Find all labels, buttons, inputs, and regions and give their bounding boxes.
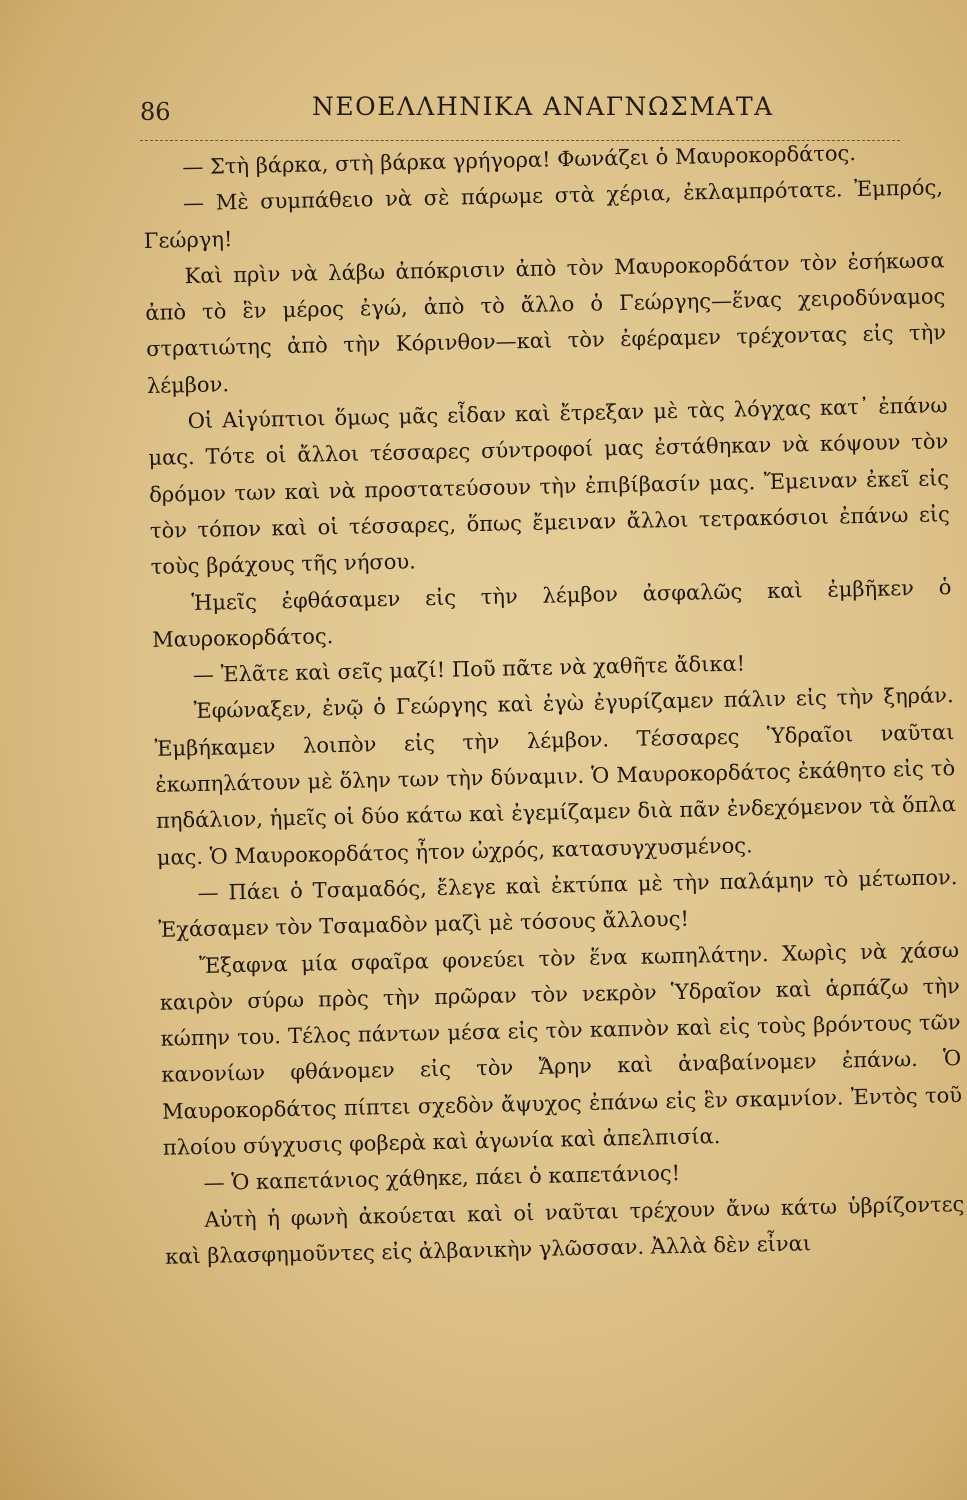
paragraph-10: — Ὁ καπετάνιος χάθηκε, πάει ὁ καπετάνιος! [203, 1161, 681, 1196]
paragraph-7: Ἐφώναξεν, ἐνῷ ὁ Γεώργης καὶ ἐγὼ ἐγυρίζαμεν πάλιν εἰς τὴν ξηράν. Ἐμβήκαμεν λοιπὸν εἰς τὴν λέμβον. Τέσσαρες Ὑδραῖοι ναῦται ἐκωπηλάτουν μὲ ὅλην των τὴν δύναμιν. Ὁ Μαυροκορδάτος ἐκάθητο εἰς τὸ πηδάλιον, ἡμεῖς οἱ δύο κάτω καὶ ἐγεμίζαμεν διὰ πᾶν ἐνδεχόμενον τὰ ὅπλα μας. Ὁ Μαυροκορδάτος ἦτον ὠχρός, κατασυγχυσμένος. [154, 683, 957, 870]
page-body [142, 133, 965, 1275]
paragraph-3: Καὶ πρὶν νὰ λάβω ἀπόκρισιν ἀπὸ τὸν Μαυροκορδάτον τὸν ἐσήκωσα ἀπὸ τὸ ἓν μέρος ἐγώ, ἀπὸ τὸ ἄλλο ὁ Γεώργης—ἕνας χειροδύναμος στρατιώτης ἀπὸ τὴν Κόρινθον—καὶ τὸν ἐφέραμεν τρέχοντας εἰς τὴν λέμβον. [145, 248, 947, 398]
paragraph-4: Οἱ Αἰγύπτιοι ὅμως μᾶς εἶδαν καὶ ἔτρεξαν μὲ τὰς λόγχας κατ᾿ ἐπάνω μας. Τότε οἱ ἄλλοι τέσσαρες σύντροφοί μας ἐστάθηκαν νὰ κόψουν τὸν δρόμον των καὶ νὰ προστατεύσουν τὴν ἐπιβίβασίν μας. Ἔμειναν ἐκεῖ εἰς τὸν τόπον καὶ οἱ τέσσαρες, ὅπως ἔμειναν ἄλλοι τετρακόσιοι ἐπάνω εἰς τοὺς βράχους τῆς νήσου. [148, 393, 951, 580]
paragraph-9: Ἔξαφνα μία σφαῖρα φονεύει τὸν ἕνα κωπηλάτην. Χωρὶς νὰ χάσω καιρὸν σύρω πρὸς τὴν πρῶραν τὸν νεκρὸν Ὑδραῖον καὶ ἁρπάζω τὴν κώπην του. Τέλος πάντων μέσα εἰς τὸν καπνὸν καὶ εἰς τοὺς βρόντους τῶν κανονίων φθάνομεν εἰς τὸν Ἄρην καὶ ἀναβαίνομεν ἐπάνω. Ὁ Μαυροκορδάτος πίπτει σχεδὸν ἄψυχος ἐπάνω εἰς ἓν σκαμνίον. Ἐντὸς τοῦ πλοίου σύγχυσις φοβερὰ καὶ ἀγωνία καὶ ἀπελπισία. [159, 937, 963, 1160]
paragraph-6: — Ἐλᾶτε καὶ σεῖς μαζί! Ποῦ πᾶτε νὰ χαθῆτε ἄδικα! [192, 651, 746, 688]
paragraph-11: Αὐτὴ ἡ φωνὴ ἀκούεται καὶ οἱ ναῦται τρέχουν ἄνω κάτω ὑβρίζοντες καὶ βλασφημοῦντες εἰς ἀλβανικὴν γλῶσσαν. Ἀλλὰ δὲν εἶναι [164, 1191, 965, 1269]
page-number: 86 [140, 98, 171, 126]
paragraph-8: — Πάει ὁ Τσαμαδός, ἔλεγε καὶ ἐκτύπα μὲ τὴν παλάμην τὸ μέτωπον. Ἐχάσαμεν τὸν Τσαμαδὸν μαζὶ μὲ τόσους ἄλλους! [158, 865, 958, 943]
page-header [140, 92, 900, 132]
paragraph-2: — Μὲ συμπάθειο νὰ σὲ πάρωμε στὰ χέρια, ἐκλαμπρότατε. Ἐμπρός, Γεώργη! [143, 175, 944, 253]
running-head: ΝΕΟΕΛΛΗΝΙΚΑ ΑΝΑΓΝΩΣΜΑΤΑ [312, 92, 774, 121]
paragraph-1: — Στὴ βάρκα, στὴ βάρκα γρήγορα! Φωνάζει ὁ Μαυροκορδάτος. [182, 141, 857, 180]
paragraph-5: Ἡμεῖς ἐφθάσαμεν εἰς τὴν λέμβον ἀσφαλῶς καὶ ἐμβῆκεν ὁ Μαυροκορδάτος. [152, 574, 952, 652]
